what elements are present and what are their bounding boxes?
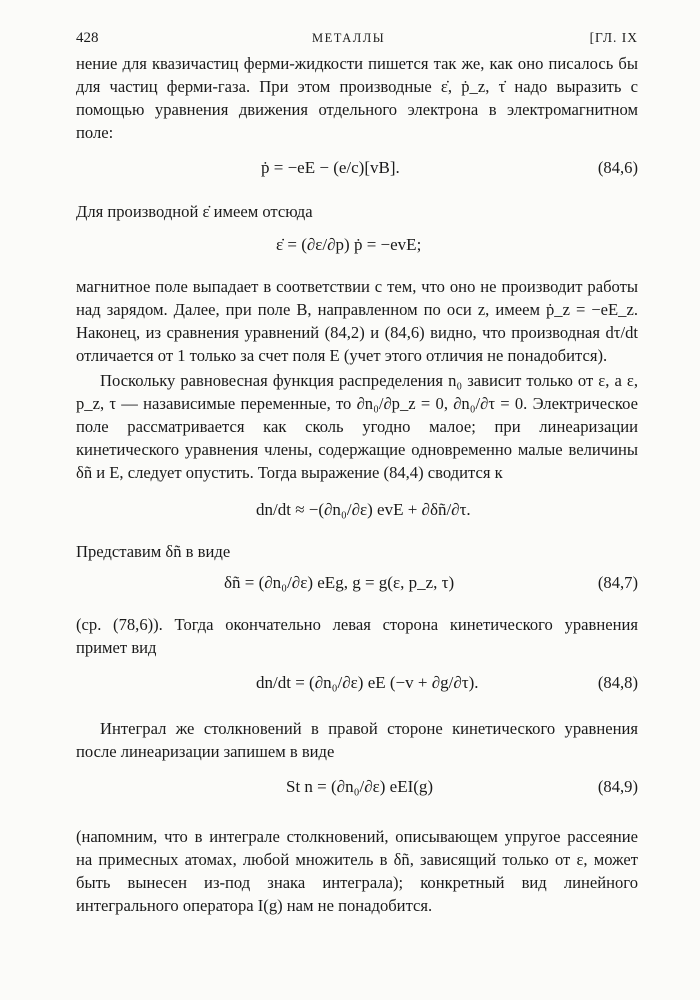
equation-84-8-body: dn/dt = (∂n₀/∂ε) eE (−v + ∂g/∂τ). (256, 673, 479, 692)
equation-epsilon-dot-body: ε̇ = (∂ε/∂p) ṗ = −evE; (276, 235, 422, 254)
equation-84-6 (76, 150, 638, 194)
paragraph-5: Представим δñ в виде (76, 542, 231, 561)
equation-84-6-number: (84,6) (597, 158, 638, 177)
paragraph-6: (ср. (78,6)). Тогда окончательно левая сторона кинетического уравнения примет вид (76, 615, 638, 657)
equation-84-9-number: (84,9) (597, 777, 638, 796)
paragraph-4: Поскольку равновесная функция распределения n₀ зависит только от ε, а ε, p_z, τ — назависимые переменные, то ∂n₀/∂p_z = 0, ∂n₀/∂τ = 0. Электрическое поле рассматривается как сколь угодно малое; при линеаризации кинетического уравнения члены, содержащие одновременно малые величины δñ и E, следует опустить. Тогда выражение (84,4) сводится к (76, 371, 638, 482)
equation-84-8 (76, 663, 638, 707)
equation-84-9-body: St n = (∂n₀/∂ε) eEI(g) (286, 777, 434, 796)
paragraph-1: нение для квазичастиц ферми-жидкости пишется так же, как оно писалось бы для частиц ферми-газа. При этом производные ε̇, ṗ_z, τ̇ надо выразить с помощью уравнения движения отдельного электрона в электромагнитном поле: (76, 54, 638, 142)
page-header (76, 30, 638, 54)
equation-dn-dt-approx (76, 490, 638, 534)
paragraph-8: (напомним, что в интеграле столкновений, описывающем упругое рассеяние на примесных атомах, любой множитель в δñ, зависящий только от ε, может быть вынесен из-под знака интеграла); конкретный вид линейного интегрального оператора I(g) нам не понадобится. (76, 827, 638, 915)
running-title: МЕТАЛЛЫ (312, 31, 386, 45)
equation-84-7-number: (84,7) (597, 573, 638, 592)
equation-84-7-body: δñ = (∂n₀/∂ε) eEg, g = g(ε, p_z, τ) (224, 573, 455, 592)
book-page (76, 30, 638, 917)
chapter-label: [ГЛ. IX (589, 30, 638, 45)
paragraph-2: Для производной ε̇ имеем отсюда (76, 202, 313, 221)
equation-84-9 (76, 767, 638, 811)
paragraph-7: Интеграл же столкновений в правой стороне кинетического уравнения после линеаризации запишем в виде (76, 719, 638, 761)
equation-epsilon-dot (76, 227, 638, 267)
equation-dn-dt-approx-body: dn/dt ≈ −(∂n₀/∂ε) evE + ∂δñ/∂τ. (256, 500, 471, 519)
equation-84-6-body: ṗ = −eE − (e/c)[vB]. (261, 158, 400, 177)
equation-84-7 (76, 565, 638, 605)
paragraph-3: магнитное поле выпадает в соответствии с тем, что оно не производит работы над зарядом. Далее, при поле B, направленном по оси z, имеем ṗ_z = −eE_z. Наконец, из сравнения уравнений (84,2) и (84,6) видно, что производная dτ/dt отличается от 1 только за счет поля E (учет этого отличия не понадобится). (76, 277, 638, 365)
equation-84-8-number: (84,8) (597, 673, 638, 692)
paragraph-1-wrap (76, 54, 638, 142)
page-number: 428 (76, 30, 99, 46)
